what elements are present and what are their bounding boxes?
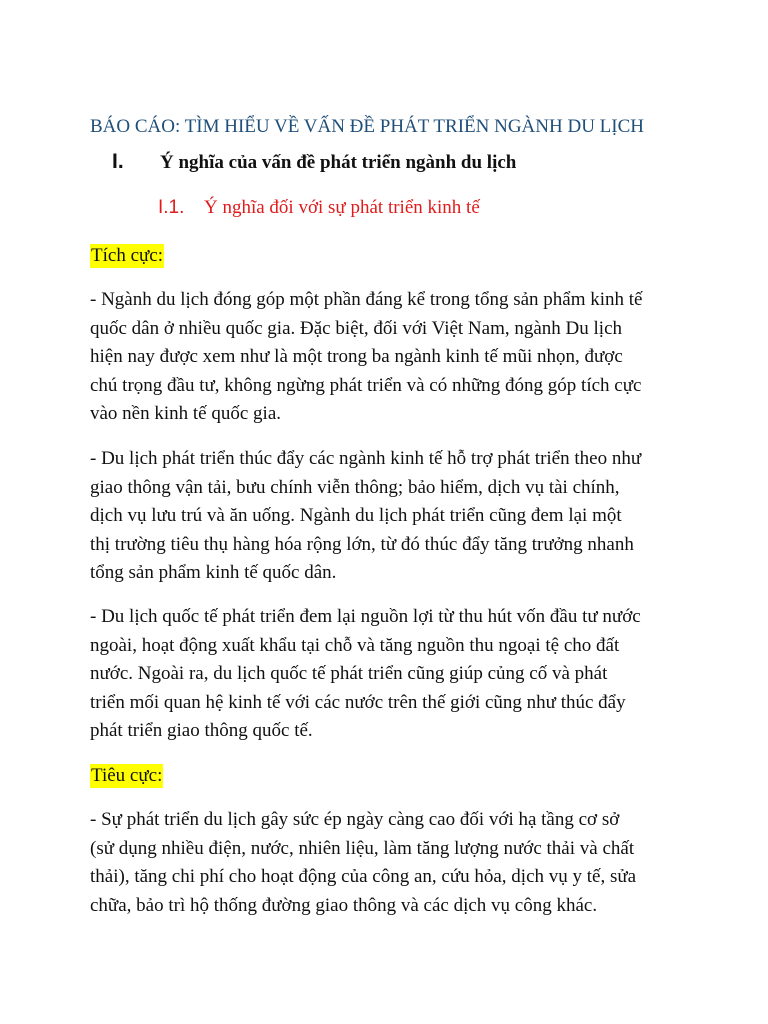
- section-heading-text: Ý nghĩa của vấn đề phát triển ngành du lịch: [160, 152, 517, 173]
- paragraph: - Ngành du lịch đóng góp một phần đáng kể trong tổng sản phẩm kinh tế quốc dân ở nhiều quốc gia. Đặc biệt, đối với Việt Nam, ngành Du lịch hiện nay được xem như là một trong ba ngành kinh tế mũi nhọn, được chú trọng đầu tư, không ngừng phát triển và có những đóng góp tích cực vào nền kinh tế quốc gia.: [90, 289, 643, 424]
- negative-label: Tiêu cực:: [91, 765, 163, 786]
- positive-label: Tích cực:: [91, 245, 164, 266]
- paragraph: - Du lịch quốc tế phát triển đem lại nguồn lợi từ thu hút vốn đầu tư nước ngoài, hoạt động xuất khẩu tại chỗ và tăng nguồn thu ngoại tệ cho đất nước. Ngoài ra, du lịch quốc tế phát triển cũng giúp củng cố và phát triển mối quan hệ kinh tế với các nước trên thế giới cũng như thúc đẩy phát triển giao thông quốc tế.: [90, 606, 641, 741]
- subsection-heading: [158, 197, 480, 219]
- paragraph: - Du lịch phát triển thúc đẩy các ngành kinh tế hỗ trợ phát triển theo như giao thông vận tải, bưu chính viễn thông; bảo hiểm, dịch vụ tài chính, dịch vụ lưu trú và ăn uống. Ngành du lịch phát triển cũng đem lại một thị trường tiêu thụ hàng hóa rộng lớn, từ đó thúc đẩy tăng trưởng nhanh tổng sản phẩm kinh tế quốc dân.: [90, 448, 642, 583]
- paragraph: - Sự phát triển du lịch gây sức ép ngày càng cao đối với hạ tầng cơ sở (sử dụng nhiều điện, nước, nhiên liệu, làm tăng lượng nước thải và chất thải), tăng chi phí cho hoạt động của công an, cứu hỏa, dịch vụ y tế, sửa chữa, bảo trì hộ thống đường giao thông và các dịch vụ công khác.: [90, 809, 637, 916]
- subsection-heading-text: Ý nghĩa đối với sự phát triển kinh tế: [204, 197, 480, 218]
- section-heading: [112, 150, 516, 174]
- subsection-number: I.1.: [158, 197, 185, 218]
- section-number: I.: [112, 150, 124, 173]
- report-title: BÁO CÁO: TÌM HIỂU VỀ VẤN ĐỀ PHÁT TRIỂN NGÀNH DU LỊCH: [90, 116, 644, 137]
